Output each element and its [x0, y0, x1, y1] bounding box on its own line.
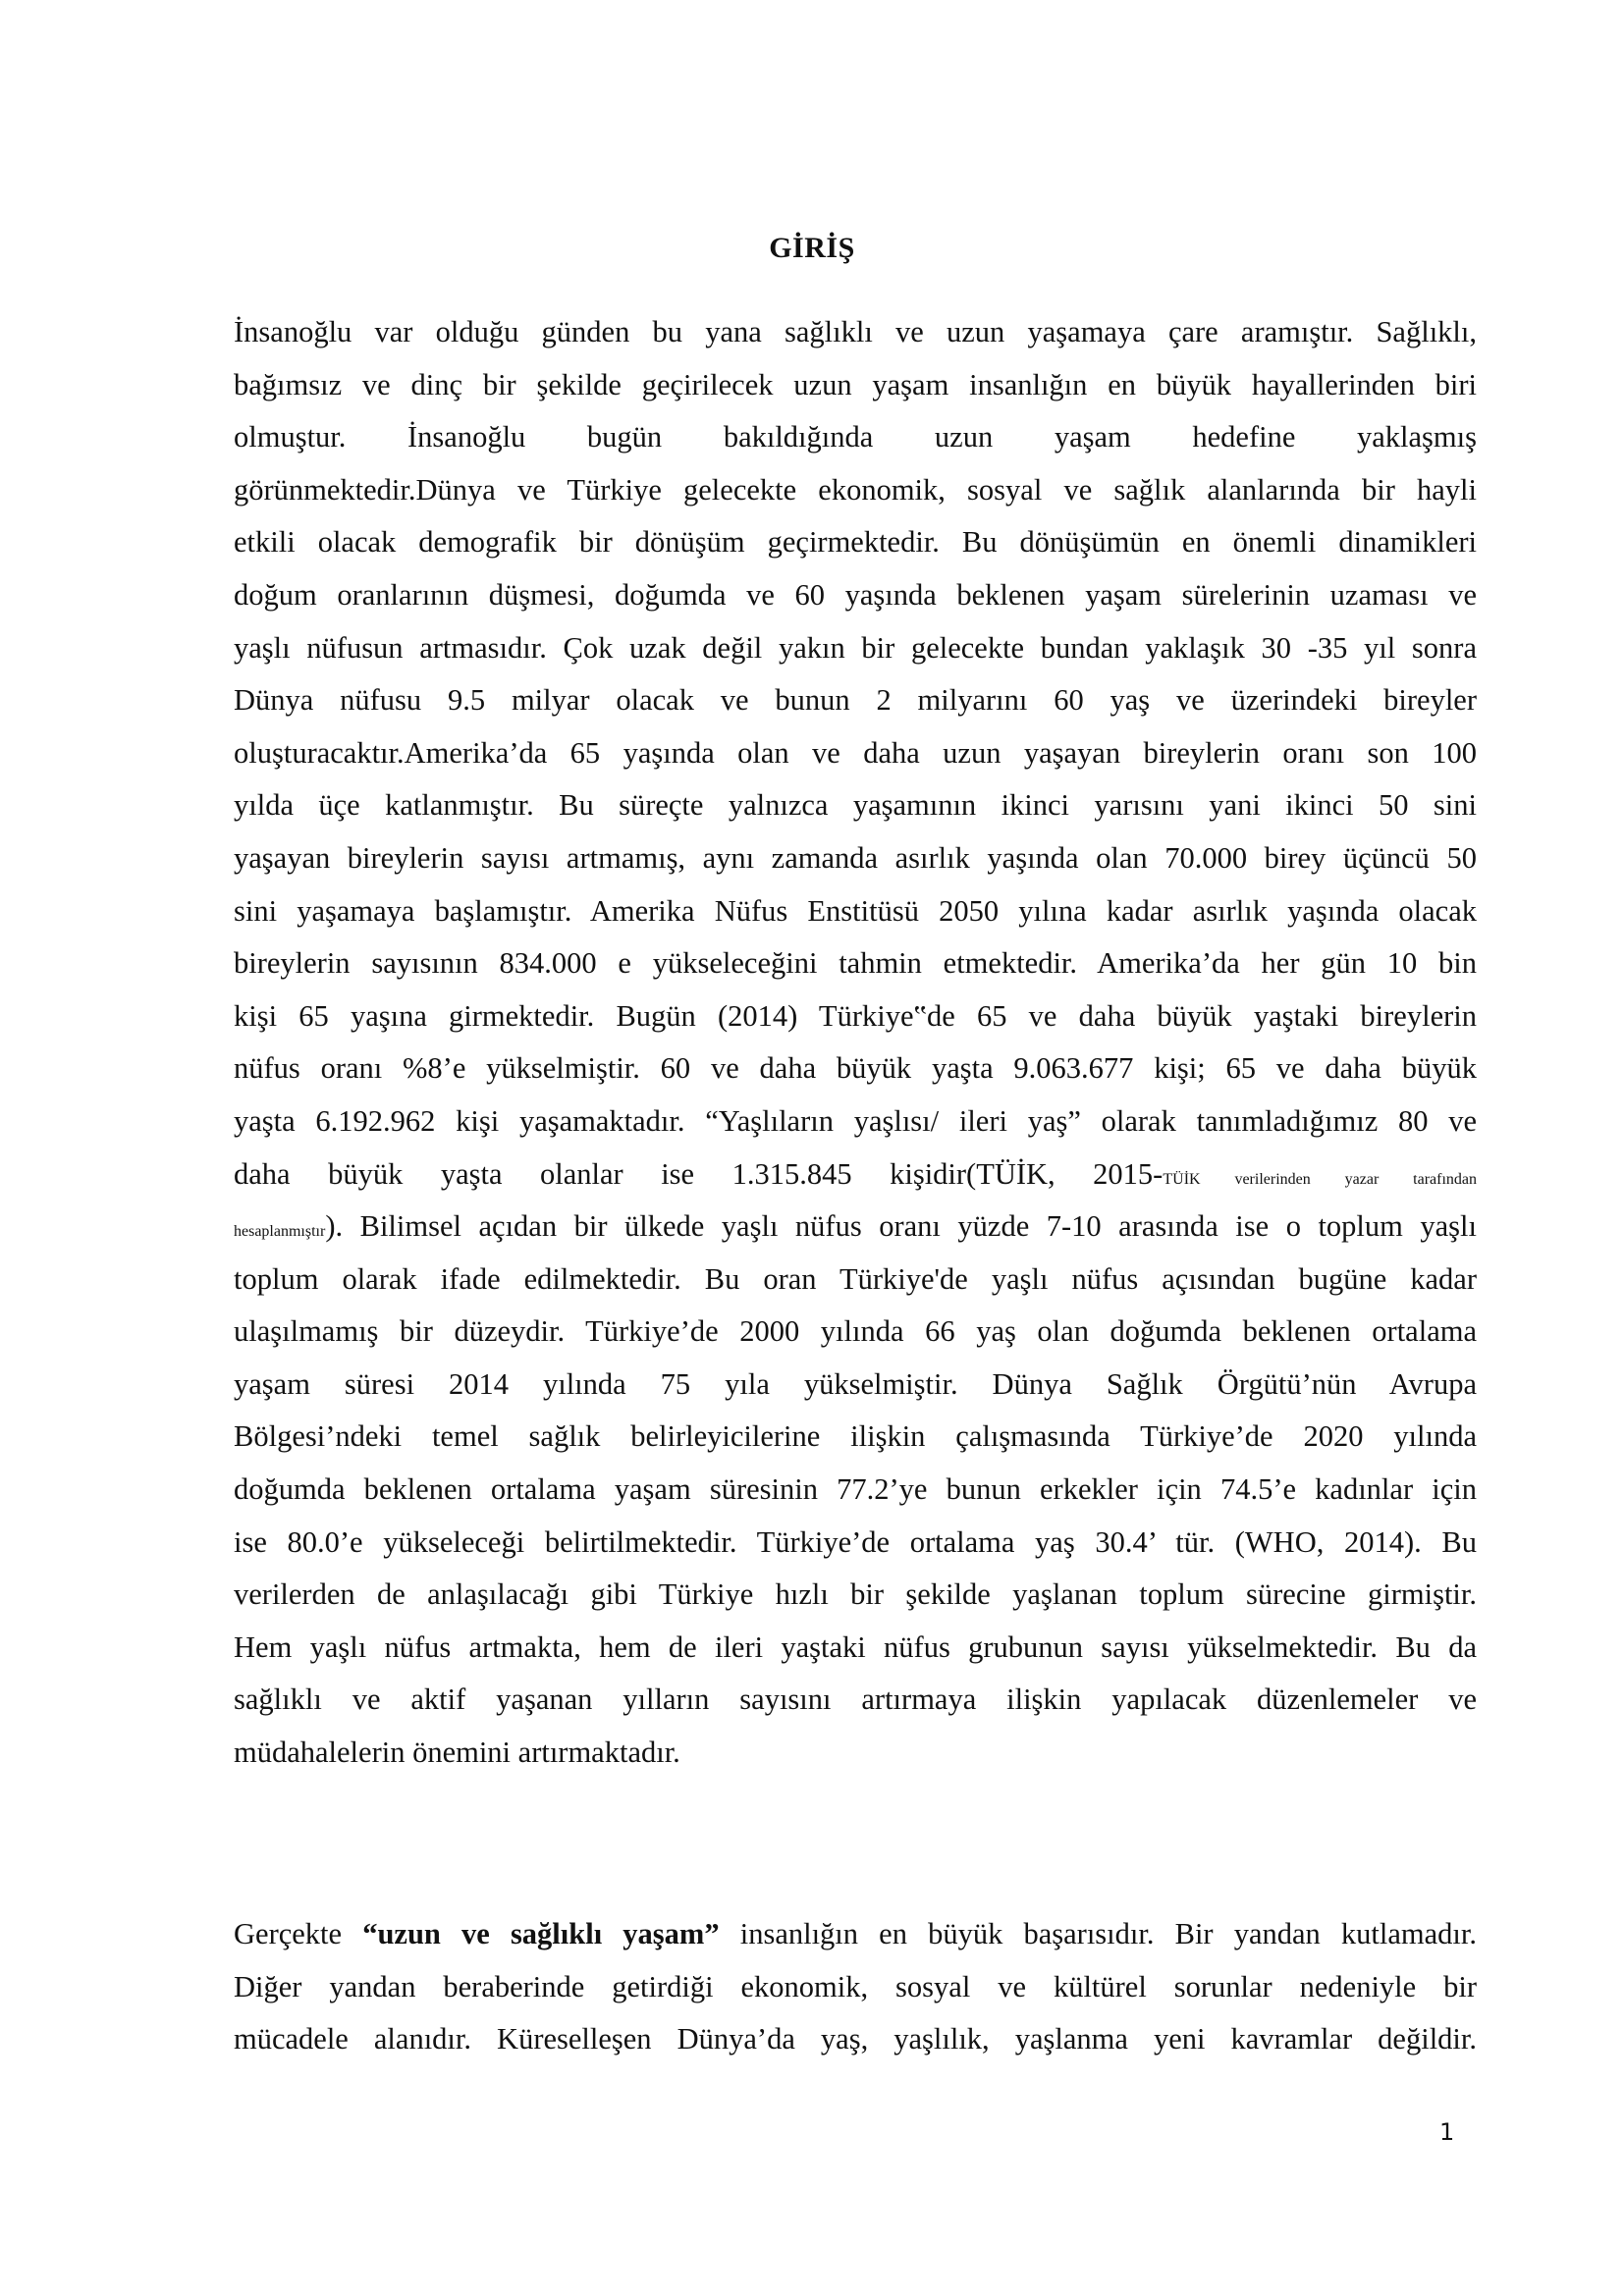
text-line: yaşta 6.192.962 kişi yaşamaktadır. “Yaşlıların yaşlısı/ ileri yaş” olarak tanımladığımız 80 ve: [234, 1103, 1477, 1138]
text-line: görünmektedir.Dünya ve Türkiye gelecekte ekonomik, sosyal ve sağlık alanlarında bir hayli: [234, 472, 1477, 507]
text-line: doğum oranlarının düşmesi, doğumda ve 60 yaşında beklenen yaşam sürelerinin uzaması ve: [234, 577, 1477, 612]
text-line: müdahalelerin önemini artırmaktadır.: [234, 1735, 680, 1770]
text-line: yaşam süresi 2014 yılında 75 yıla yükselmiştir. Dünya Sağlık Örgütü’nün Avrupa: [234, 1366, 1477, 1401]
text-segment: insanlığın en büyük başarısıdır. Bir yandan kutlamadır.: [719, 1917, 1478, 1950]
text-line: sini yaşamaya başlamıştır. Amerika Nüfus Enstitüsü 2050 yılına kadar asırlık yaşında olacak: [234, 893, 1477, 928]
paragraph-2: [234, 1908, 1477, 2066]
citation-small-text: TÜİK verilerinden yazar tarafından: [1163, 1170, 1478, 1188]
text-line: sağlıklı ve aktif yaşanan yılların sayısını artırmaya ilişkin yapılacak düzenlemeler ve: [234, 1682, 1477, 1717]
text-line: ulaşılmamış bir düzeydir. Türkiye’de 2000 yılında 66 yaş olan doğumda beklenen ortalama: [234, 1314, 1477, 1349]
text-line-citation: [234, 1148, 1477, 1201]
text-line: Dünya nüfusu 9.5 milyar olacak ve bunun 2 milyarını 60 yaş ve üzerindeki bireyler: [234, 683, 1477, 718]
text-line: verilerden de anlaşılacağı gibi Türkiye hızlı bir şekilde yaşlanan toplum sürecine girmiştir.: [234, 1577, 1477, 1612]
text-line: nüfus oranı %8’e yükselmiştir. 60 ve daha büyük yaşta 9.063.677 kişi; 65 ve daha büyük: [234, 1051, 1477, 1086]
text-line-citation-end: [234, 1201, 1477, 1254]
text-line: oluşturacaktır.Amerika’da 65 yaşında olan ve daha uzun yaşayan bireylerin oranı son 100: [234, 735, 1477, 770]
text-line: yılda üçe katlanmıştır. Bu süreçte yalnızca yaşamının ikinci yarısını yani ikinci 50 sini: [234, 788, 1477, 823]
text-line: Hem yaşlı nüfus artmakta, hem de ileri yaştaki nüfus grubunun sayısı yükselmektedir. Bu da: [234, 1629, 1477, 1664]
text-line: ise 80.0’e yükseleceği belirtilmektedir. Türkiye’de ortalama yaş 30.4’ tür. (WHO, 2014). Bu: [234, 1524, 1477, 1559]
text-line: mücadele alanıdır. Küreselleşen Dünya’da yaş, yaşlılık, yaşlanma yeni kavramlar değildir.: [234, 2022, 1477, 2056]
text-line: yaşlı nüfusun artmasıdır. Çok uzak değil yakın bir gelecekte bundan yaklaşık 30 -35 yıl sonra: [234, 630, 1477, 665]
bold-phrase: “uzun ve sağlıklı yaşam”: [362, 1917, 720, 1950]
text-line: kişi 65 yaşına girmektedir. Bugün (2014) Türkiye‟de 65 ve daha büyük yaştaki bireylerin: [234, 998, 1477, 1033]
text-line: olmuştur. İnsanoğlu bugün bakıldığında uzun yaşam hedefine yaklaşmış: [234, 420, 1477, 454]
text-line: doğumda beklenen ortalama yaşam süresinin 77.2’ye bunun erkekler için 74.5’e kadınlar için: [234, 1472, 1477, 1507]
text-line: bireylerin sayısının 834.000 e yükseleceğini tahmin etmektedir. Amerika’da her gün 10 bin: [234, 946, 1477, 981]
text-line-emphasis: [234, 1908, 1477, 1961]
paragraph-1: [234, 306, 1477, 1780]
section-title: GİRİŞ: [769, 232, 855, 264]
text-line: Diğer yandan beraberinde getirdiği ekonomik, sosyal ve kültürel sorunlar nedeniyle bir: [234, 1969, 1477, 2003]
text-line: toplum olarak ifade edilmektedir. Bu oran Türkiye'de yaşlı nüfus açısından bugüne kadar: [234, 1261, 1477, 1296]
text-line: etkili olacak demografik bir dönüşüm geçirmektedir. Bu dönüşümün en önemli dinamikleri: [234, 525, 1477, 560]
text-line: Bölgesi’ndeki temel sağlık belirleyicilerine ilişkin çalışmasında Türkiye’de 2020 yılında: [234, 1419, 1477, 1454]
text-line: bağımsız ve dinç bir şekilde geçirilecek uzun yaşam insanlığın en büyük hayallerinden biri: [234, 367, 1477, 401]
citation-main-text: ). Bilimsel açıdan bir ülkede yaşlı nüfus oranı yüzde 7-10 arasında ise o toplum yaşlı: [325, 1209, 1477, 1244]
citation-small-text: hesaplanmıştır: [234, 1223, 326, 1241]
text-line: yaşayan bireylerin sayısı artmamış, aynı zamanda asırlık yaşında olan 70.000 birey üçüncü 50: [234, 840, 1477, 875]
text-line: İnsanoğlu var olduğu günden bu yana sağlıklı ve uzun yaşamaya çare aramıştır. Sağlıklı,: [234, 315, 1477, 348]
text-segment: Gerçekte: [234, 1917, 363, 1950]
citation-main-text: daha büyük yaşta olanlar ise 1.315.845 kişidir(TÜİK, 2015-: [234, 1156, 1164, 1191]
page-number: 1: [1439, 2118, 1455, 2146]
